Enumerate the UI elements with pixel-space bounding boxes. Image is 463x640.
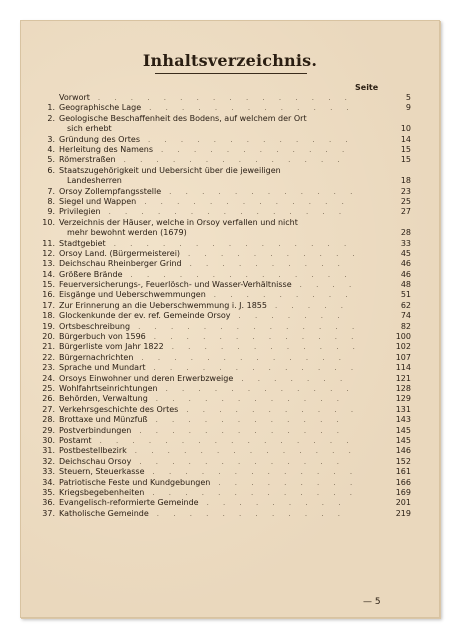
toc-entry-title-line: Deichschau Rheinberger Grind	[59, 259, 182, 269]
toc-entry-number: 2.	[47, 113, 55, 123]
title-underline	[155, 73, 307, 74]
toc-entry-number: 24.	[42, 373, 55, 383]
toc-entry-number: 4.	[47, 144, 55, 154]
toc-entry-number: 28.	[42, 415, 55, 425]
toc-entry-title-line: Brottaxe und Münzfuß	[59, 415, 148, 425]
page-column-header: Seite	[355, 83, 379, 92]
toc-entry-title-line: Kriegsbegebenheiten	[59, 487, 145, 497]
toc-entry-page: 46	[400, 259, 411, 269]
toc-entry-number: 21.	[42, 342, 55, 352]
toc-entry-number: 19.	[42, 321, 55, 331]
toc-entry-page: 18	[400, 176, 411, 186]
toc-entry	[35, 239, 411, 249]
toc-entry-number: 29.	[42, 425, 55, 435]
dot-leader: . . . . . . . . . . . . .	[149, 104, 355, 113]
toc-entry	[35, 353, 411, 363]
toc-entry	[35, 384, 411, 394]
toc-entry-title-line: Postbestellbezirk	[59, 446, 127, 456]
toc-entry	[35, 259, 411, 269]
toc-entry-title-line: Orsoy Land. (Bürgermeisterei)	[59, 248, 181, 258]
toc-entry-page: 100	[395, 332, 411, 342]
toc-entry-title-line: Behörden, Verwaltung	[59, 394, 148, 404]
toc-entry	[35, 155, 411, 165]
toc-entry-title-line: Geologische Beschaffenheit des Bodens, auf welchem der Ort	[59, 113, 307, 123]
toc-entry-page: 219	[395, 508, 411, 518]
toc-entry-page: 107	[395, 352, 411, 362]
toc-entry-title-line: Verzeichnis der Häuser, welche in Orsoy verfallen und nicht	[59, 217, 298, 227]
toc-entry-page: 145	[395, 435, 411, 445]
toc-entry-page: 201	[395, 498, 411, 508]
toc-entry-number: 36.	[42, 498, 55, 508]
toc-entry-page: 15	[400, 155, 411, 165]
toc-entry-number: 5.	[47, 155, 55, 165]
toc-entry	[35, 114, 411, 135]
toc-entry-number: 11.	[42, 238, 55, 248]
toc-entry-page: 145	[395, 425, 411, 435]
dot-leader: . . . . . . . . . . . . . .	[123, 156, 346, 165]
toc-entry-number: 34.	[42, 477, 55, 487]
toc-entry	[35, 311, 411, 321]
dot-leader: . . . . . . . . . . .	[188, 249, 361, 258]
toc-entry	[35, 166, 411, 187]
dot-leader: . . . . . . . . . . . . . .	[130, 270, 353, 279]
toc-entry	[35, 446, 411, 456]
dot-leader: . . . . . . . . . . . . .	[152, 488, 358, 497]
toc-entry-number: 26.	[42, 394, 55, 404]
toc-entry-title-line: Landesherren	[67, 176, 122, 186]
dot-leader: . . . . . . . . . . . . .	[152, 468, 359, 477]
dot-leader: . . . . . . . . . . . . .	[144, 197, 350, 206]
toc-entry-number: 37.	[42, 508, 55, 518]
toc-entry-page: 143	[395, 415, 411, 425]
toc-entry-title-line: Deichschau Orsoy	[59, 456, 132, 466]
toc-entry-number: 8.	[47, 196, 55, 206]
toc-entry	[35, 207, 411, 217]
dot-leader: . . . . . . . . . . . .	[161, 145, 351, 154]
dot-leader: . . . .	[299, 281, 358, 290]
toc-entry-title-line: Gründung des Ortes	[59, 134, 140, 144]
toc-entry-title	[59, 166, 359, 187]
toc-entry	[35, 145, 411, 155]
toc-entry-number: 30.	[42, 435, 55, 445]
toc-entry-page: 128	[395, 383, 411, 393]
dot-leader: . . . . . . . . . . . . . . . .	[99, 436, 355, 445]
dot-leader: . . . . . . . . . . . .	[155, 416, 345, 425]
toc-entry-title-line: Bürgerbuch von 1596	[59, 332, 146, 342]
dot-leader: . . . . . . . . . .	[189, 260, 346, 269]
toc-entry-title-line: Stadtgebiet	[59, 238, 106, 248]
toc-entry-page: 27	[400, 207, 411, 217]
toc-entry-title-line: Verkehrsgeschichte des Ortes	[59, 404, 179, 414]
toc-entry-page: 102	[395, 342, 411, 352]
dot-leader: . . . . .	[274, 301, 350, 310]
dot-leader: . . . . . . . . . . . .	[169, 187, 359, 196]
toc-entry-number: 15.	[42, 280, 55, 290]
toc-entry-title-line: Geographische Lage	[59, 103, 142, 113]
toc-entry-number: 23.	[42, 363, 55, 373]
dot-leader: . . . . . . . . .	[218, 478, 359, 487]
toc-entry-page: 46	[400, 269, 411, 279]
footer-page-number: — 5	[363, 597, 381, 607]
toc-entry-number: 9.	[47, 207, 55, 217]
toc-entry	[35, 436, 411, 446]
toc-entry-number: 27.	[42, 404, 55, 414]
toc-entry	[35, 405, 411, 415]
toc-entry-number: 7.	[47, 186, 55, 196]
toc-entry-page: 48	[400, 280, 411, 290]
toc-entry-title-line: mehr bewohnt werden (1679)	[67, 228, 187, 238]
toc-entry-title	[59, 114, 359, 135]
toc-entry-number: 33.	[42, 467, 55, 477]
toc-entry	[35, 249, 411, 259]
toc-entry-page: 25	[400, 196, 411, 206]
toc-entry-number: 17.	[42, 300, 55, 310]
toc-entry-page: 129	[395, 394, 411, 404]
toc-entry-page: 166	[395, 477, 411, 487]
toc-entry	[35, 332, 411, 342]
toc-entry-page: 14	[400, 134, 411, 144]
toc-entry-page: 161	[395, 467, 411, 477]
toc-entry	[35, 509, 411, 519]
toc-entry	[35, 363, 411, 373]
toc-entry-number: 31.	[42, 446, 55, 456]
dot-leader: . . . . . . . . . . . . . .	[134, 447, 357, 456]
dot-leader: . . . . . . . . . . .	[186, 405, 360, 414]
toc-entry-number: 20.	[42, 332, 55, 342]
toc-entry-page: 152	[395, 456, 411, 466]
dot-leader: . . . . . . . . . . . .	[171, 343, 361, 352]
toc-entry-title-line: Feuerversicherungs-, Feuerlösch- und Wasser-Verhältnisse	[59, 280, 292, 290]
toc-entry-number: 1.	[47, 103, 55, 113]
toc-entry-title-line: Bürgerliste vom Jahr 1822	[59, 342, 164, 352]
toc-entry-number: 3.	[47, 134, 55, 144]
toc-entry-number: 18.	[42, 311, 55, 321]
dot-leader: . . . . . . . . . . . . .	[139, 426, 345, 435]
dot-leader: . . . . . . . . . . . . . . .	[113, 239, 353, 248]
dot-leader: . . . . . . .	[241, 374, 349, 383]
toc-entry	[35, 478, 411, 488]
toc-entry-number: 25.	[42, 383, 55, 393]
toc-entry-number: 16.	[42, 290, 55, 300]
toc-entry-title-line: Orsoys Einwohner und deren Erwerbzweige	[59, 373, 234, 383]
toc-entry-page: 82	[400, 321, 411, 331]
toc-entry-title-line: Zur Erinnerung an die Ueberschwemmung i. J. 1855	[59, 300, 267, 310]
toc-entry-title-line: Sprache und Mundart	[59, 363, 146, 373]
toc-entry	[35, 394, 411, 404]
dot-leader: . . . . . . . . .	[206, 499, 347, 508]
toc-entry	[35, 135, 411, 145]
dot-leader: . . . . . . . . . . . . . . .	[108, 208, 348, 217]
toc-entry-page: 33	[400, 238, 411, 248]
toc-entry	[35, 498, 411, 508]
dot-leader: . . . . . . . . . . . . . .	[138, 322, 361, 331]
toc-entry	[35, 301, 411, 311]
dot-leader: . . . . . . . . . . . .	[156, 509, 346, 518]
toc-entry-title-line: Staatszugehörigkeit und Uebersicht über die jeweiligen	[59, 165, 281, 175]
toc-entry-page: 5	[405, 93, 411, 102]
page-title: Inhaltsverzeichnis.	[142, 51, 318, 70]
dot-leader: . . . . . . . . . . . . .	[139, 457, 345, 466]
toc-entry-title-line: Privilegien	[59, 207, 101, 217]
toc-entry-number: 14.	[42, 269, 55, 279]
dot-leader: . . . . . . . . . . . . .	[141, 353, 348, 362]
table-of-contents	[35, 93, 411, 519]
toc-entry	[35, 374, 411, 384]
toc-entry-page: 10	[400, 124, 411, 134]
toc-entry-page: 121	[395, 373, 411, 383]
toc-entry	[35, 93, 411, 103]
toc-entry	[35, 415, 411, 425]
toc-entry-page: 45	[400, 248, 411, 258]
toc-entry-page: 169	[395, 487, 411, 497]
toc-entry-page: 74	[400, 311, 411, 321]
dot-leader: . . . . . . . . . . . .	[165, 384, 355, 393]
toc-entry-title-line: Wohlfahrtseinrichtungen	[59, 383, 158, 393]
dot-leader: . . . . . . . . . . . . . . . .	[97, 94, 353, 102]
toc-entry-page: 9	[405, 103, 411, 113]
toc-entry	[35, 270, 411, 280]
toc-entry-title-line: Postamt	[59, 435, 92, 445]
toc-entry-title-line: Evangelisch-reformierte Gemeinde	[59, 498, 199, 508]
toc-entry-page: 131	[395, 404, 411, 414]
toc-entry-title-line: Siegel und Wappen	[59, 196, 137, 206]
toc-entry-title-line: Größere Brände	[59, 269, 123, 279]
toc-entry	[35, 218, 411, 239]
toc-entry-title-line: Eisgänge und Ueberschwemmungen	[59, 290, 206, 300]
toc-entry-page: 15	[400, 144, 411, 154]
toc-entry-title-line: Steuern, Steuerkasse	[59, 467, 145, 477]
toc-entry-number: 6.	[47, 165, 55, 175]
toc-entry-number: 13.	[42, 259, 55, 269]
toc-entry	[35, 467, 411, 477]
toc-entry-title-line: Bürgernachrichten	[59, 352, 134, 362]
toc-entry-page: 28	[400, 228, 411, 238]
dot-leader: . . . . . . .	[238, 312, 346, 321]
toc-entry-number: 10.	[42, 217, 55, 227]
dot-leader: . . . . . . . . .	[213, 291, 354, 300]
toc-entry-page: 62	[400, 300, 411, 310]
toc-entry	[35, 187, 411, 197]
dot-leader: . . . . . . . . . . . .	[155, 395, 345, 404]
toc-entry-title-line: Glockenkunde der ev. ref. Gemeinde Orsoy	[59, 311, 231, 321]
toc-entry-number: 32.	[42, 456, 55, 466]
toc-entry	[35, 197, 411, 207]
toc-entry-title-line: sich erhebt	[67, 124, 112, 134]
dot-leader: . . . . . . . . . . . . .	[148, 135, 354, 144]
toc-entry-title-line: Patriotische Feste und Kundgebungen	[59, 477, 211, 487]
toc-entry	[35, 290, 411, 300]
toc-entry-title-line: Herleitung des Namens	[59, 144, 154, 154]
toc-entry	[35, 488, 411, 498]
toc-entry-page: 114	[395, 363, 411, 373]
dot-leader: . . . . . . . . . . . . .	[153, 333, 360, 342]
dot-leader: . . . . . . . . . . . . .	[153, 364, 360, 373]
toc-entry-title-line: Orsoy Zollempfangsstelle	[59, 186, 162, 196]
toc-entry-number: 35.	[42, 487, 55, 497]
toc-entry	[35, 322, 411, 332]
toc-entry	[35, 280, 411, 290]
toc-entry-page: 146	[395, 446, 411, 456]
toc-entry-title-line: Postverbindungen	[59, 425, 132, 435]
toc-entry	[35, 457, 411, 467]
toc-entry-number: 12.	[42, 248, 55, 258]
toc-entry-page: 51	[400, 290, 411, 300]
toc-entry-title-line: Ortsbeschreibung	[59, 321, 131, 331]
toc-entry-title	[59, 218, 359, 239]
toc-entry	[35, 103, 411, 113]
toc-entry-title-line: Katholische Gemeinde	[59, 508, 149, 518]
book-page	[20, 20, 440, 618]
toc-entry-title-line: Vorwort	[59, 93, 90, 102]
toc-entry-title-line: Römerstraßen	[59, 155, 116, 165]
toc-entry-number: 22.	[42, 352, 55, 362]
toc-entry-page: 23	[400, 186, 411, 196]
toc-entry	[35, 426, 411, 436]
toc-entry	[35, 342, 411, 352]
